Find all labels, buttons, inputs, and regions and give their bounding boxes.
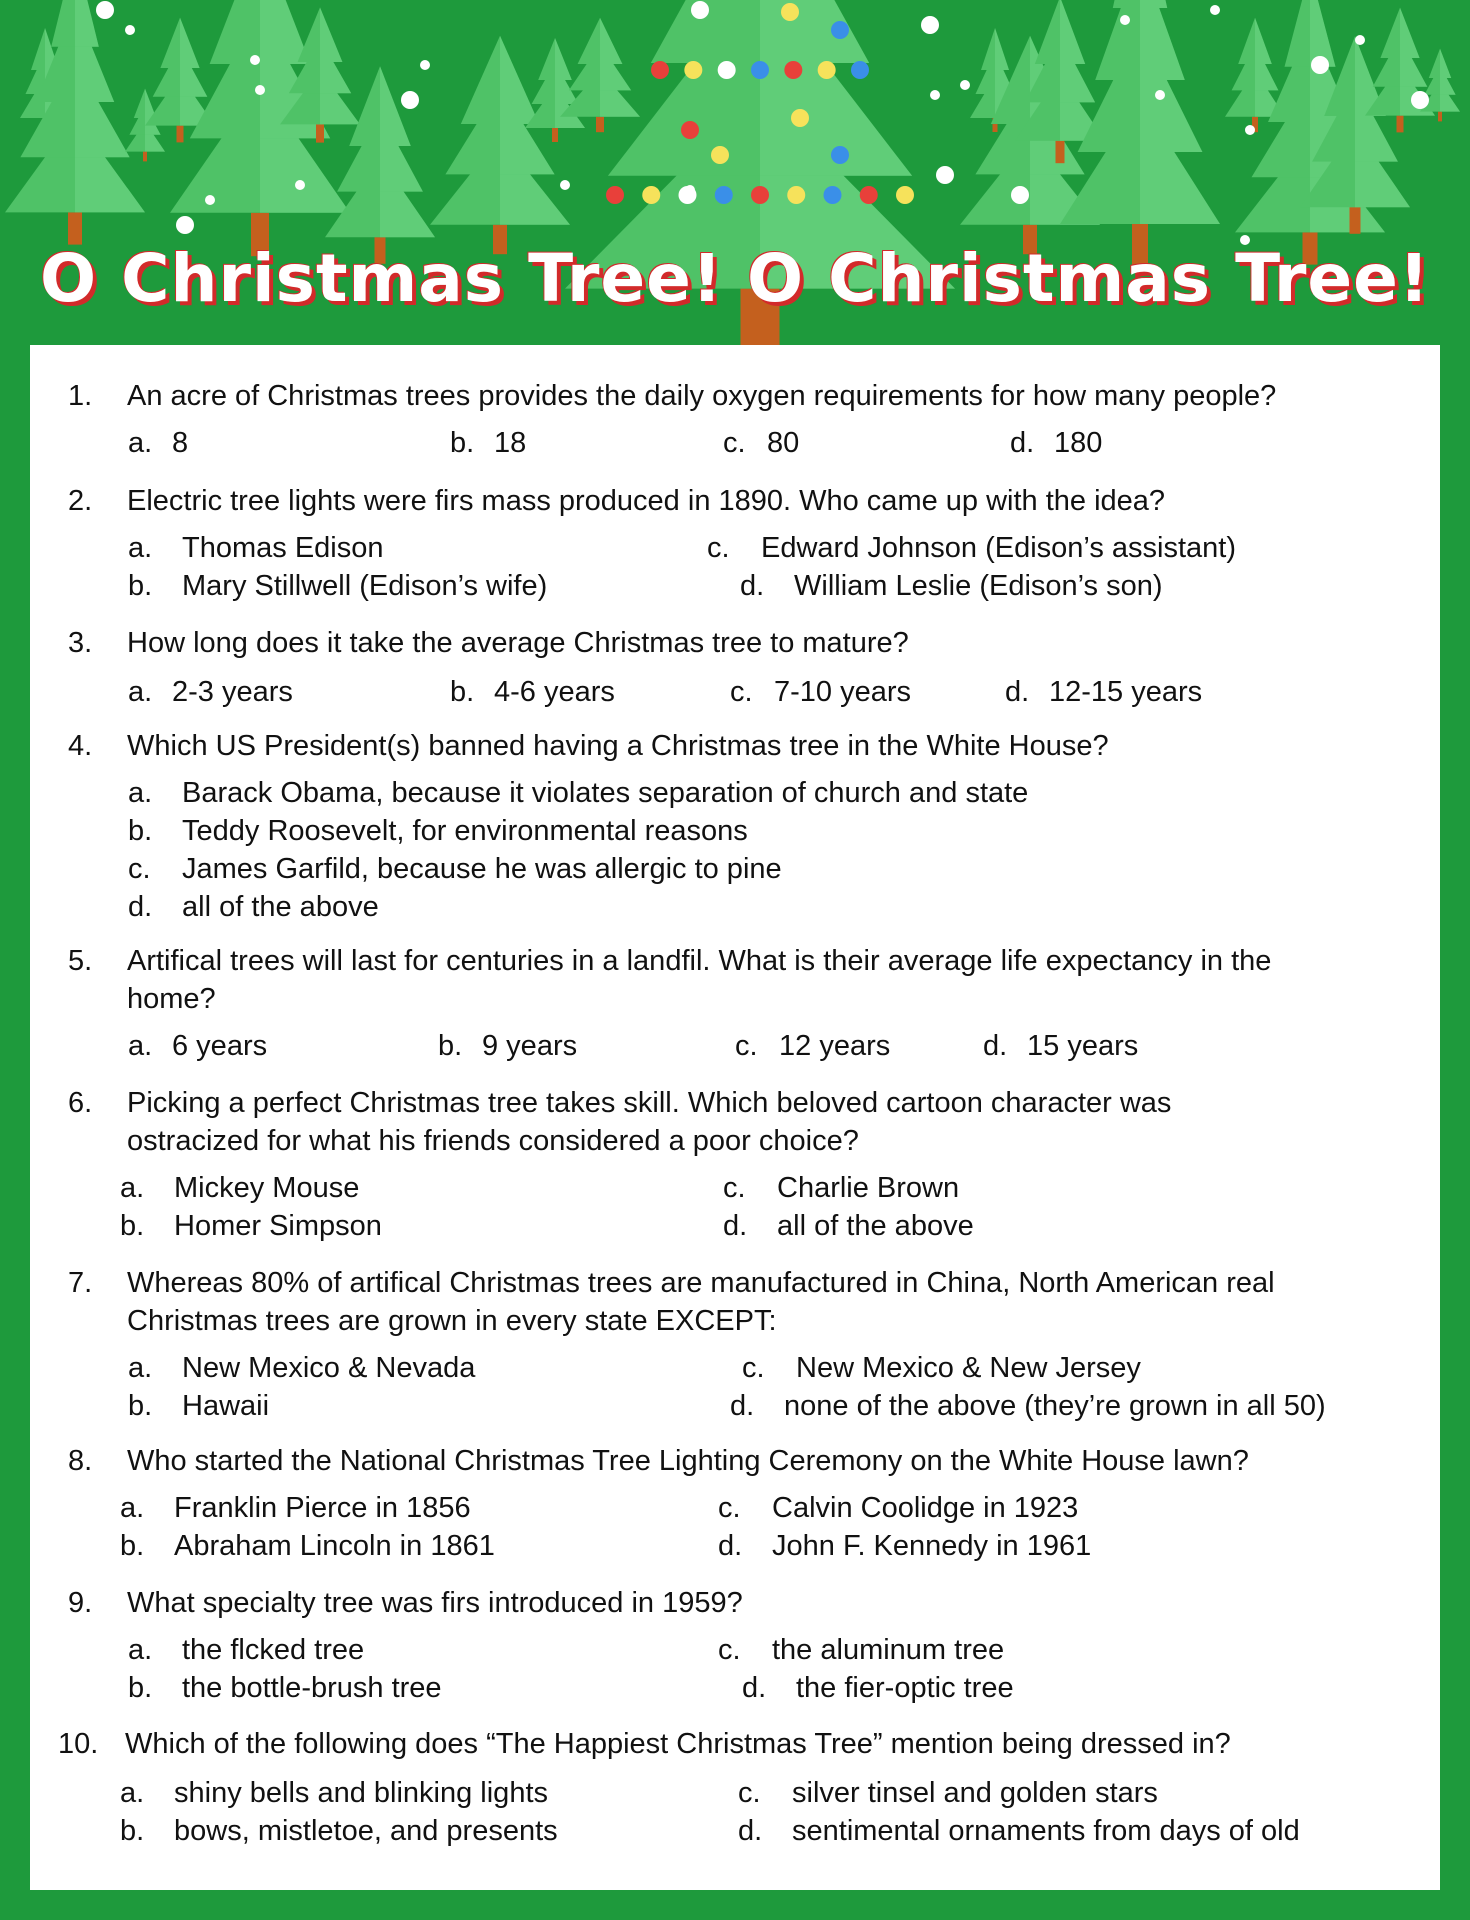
- answer-option-a[interactable]: [128, 777, 1028, 810]
- light-bulb-icon: [651, 61, 669, 79]
- option-text: 7-10 years: [774, 676, 912, 708]
- question-text: Christmas trees are grown in every state EXCEPT:: [127, 1305, 777, 1337]
- snowflake-icon: [125, 25, 135, 35]
- question-7: [30, 1267, 1440, 1422]
- question-text: An acre of Christmas trees provides the daily oxygen requirements for how many people?: [127, 380, 1277, 412]
- question-line: [30, 945, 1440, 983]
- option-letter: a.: [128, 676, 153, 708]
- quiz-panel: [30, 345, 1440, 1890]
- snowflake-icon: [1155, 90, 1165, 100]
- snowflake-icon: [560, 180, 570, 190]
- question-number: 1.: [68, 380, 93, 412]
- question-line: [30, 983, 1440, 1021]
- light-bulb-icon: [784, 61, 802, 79]
- snowflake-icon: [295, 180, 305, 190]
- light-bulb-icon: [715, 186, 733, 204]
- snowflake-icon: [1210, 5, 1220, 15]
- option-letter: b.: [120, 1210, 145, 1242]
- snowflake-icon: [205, 195, 215, 205]
- option-text: 8: [172, 427, 189, 459]
- option-text: William Leslie (Edison’s son): [794, 570, 1163, 602]
- question-8: [30, 1445, 1440, 1562]
- option-text: 9 years: [482, 1030, 578, 1062]
- option-text: Edward Johnson (Edison’s assistant): [761, 532, 1236, 564]
- option-text: New Mexico & Nevada: [182, 1352, 476, 1384]
- light-bulb-icon: [787, 186, 805, 204]
- question-3: [30, 627, 1440, 708]
- option-letter: c.: [738, 1777, 761, 1809]
- option-letter: a.: [128, 777, 153, 809]
- option-text: John F. Kennedy in 1961: [772, 1530, 1092, 1562]
- question-10: [30, 1728, 1440, 1847]
- question-line: [30, 730, 1440, 768]
- option-text: 80: [767, 427, 800, 459]
- option-text: all of the above: [777, 1210, 974, 1242]
- question-line: [30, 485, 1440, 523]
- option-letter: a.: [128, 1352, 153, 1384]
- option-text: the flcked tree: [182, 1634, 365, 1666]
- question-line: [30, 1125, 1440, 1163]
- option-letter: b.: [120, 1530, 145, 1562]
- answer-option-c[interactable]: [723, 427, 799, 460]
- question-number: 6.: [68, 1087, 93, 1119]
- answer-option-b[interactable]: [128, 1390, 269, 1423]
- ornament-icon: [681, 121, 699, 139]
- light-bulb-icon: [606, 186, 624, 204]
- option-text: shiny bells and blinking lights: [174, 1777, 548, 1809]
- option-text: none of the above (they’re grown in all 50): [784, 1390, 1326, 1422]
- snowflake-icon: [1355, 35, 1365, 45]
- question-number: 8.: [68, 1445, 93, 1477]
- question-text: Which US President(s) banned having a Christmas tree in the White House?: [127, 730, 1109, 762]
- answer-option-a[interactable]: [128, 676, 293, 709]
- snowflake-icon: [96, 1, 114, 19]
- answer-option-b[interactable]: [450, 427, 526, 460]
- snowflake-icon: [420, 60, 430, 70]
- option-letter: a.: [128, 427, 153, 459]
- answer-option-b[interactable]: [128, 815, 748, 848]
- option-text: 2-3 years: [172, 676, 293, 708]
- snowflake-icon: [936, 166, 954, 184]
- question-9: [30, 1587, 1440, 1704]
- option-letter: b.: [128, 815, 153, 847]
- option-text: Abraham Lincoln in 1861: [174, 1530, 495, 1562]
- light-bulb-icon: [642, 186, 660, 204]
- option-letter: c.: [735, 1030, 758, 1062]
- question-line: [30, 627, 1440, 665]
- answer-option-b[interactable]: [120, 1210, 382, 1243]
- question-text: home?: [127, 983, 216, 1015]
- option-text: the fier-optic tree: [796, 1672, 1014, 1704]
- answer-option-d[interactable]: [983, 1030, 1138, 1063]
- answer-option-b[interactable]: [120, 1530, 495, 1563]
- ornament-icon: [831, 146, 849, 164]
- question-6: [30, 1087, 1440, 1242]
- light-bulb-icon: [718, 61, 736, 79]
- option-text: Calvin Coolidge in 1923: [772, 1492, 1079, 1524]
- light-bulb-icon: [824, 186, 842, 204]
- question-number: 10.: [58, 1728, 99, 1760]
- option-letter: b.: [450, 427, 475, 459]
- option-letter: b.: [450, 676, 475, 708]
- option-text: 4-6 years: [494, 676, 615, 708]
- option-text: New Mexico & New Jersey: [796, 1352, 1141, 1384]
- answer-option-a[interactable]: [120, 1172, 359, 1205]
- question-text: Whereas 80% of artifical Christmas trees are manufactured in China, North American real: [127, 1267, 1275, 1299]
- answer-option-d[interactable]: [723, 1210, 974, 1243]
- option-letter: d.: [730, 1390, 755, 1422]
- pine-tree-icon: [1365, 8, 1435, 133]
- light-bulb-icon: [684, 61, 702, 79]
- option-letter: a.: [128, 532, 153, 564]
- option-letter: d.: [742, 1672, 767, 1704]
- snowflake-icon: [1011, 186, 1029, 204]
- option-letter: d.: [723, 1210, 748, 1242]
- answer-option-d[interactable]: [718, 1530, 1091, 1563]
- answer-option-d[interactable]: [1010, 427, 1102, 460]
- answer-option-b[interactable]: [120, 1815, 558, 1848]
- answer-option-c[interactable]: [718, 1634, 1004, 1667]
- question-2: [30, 485, 1440, 602]
- answer-option-a[interactable]: [128, 532, 384, 565]
- option-text: Mickey Mouse: [174, 1172, 360, 1204]
- answer-option-b[interactable]: [450, 676, 615, 709]
- question-text: Electric tree lights were firs mass produced in 1890. Who came up with the idea?: [127, 485, 1166, 517]
- option-text: Thomas Edison: [182, 532, 384, 564]
- option-text: Franklin Pierce in 1856: [174, 1492, 471, 1524]
- question-line: [30, 1445, 1440, 1483]
- answer-option-a[interactable]: [128, 1352, 475, 1385]
- question-line: [30, 1587, 1440, 1625]
- option-text: Teddy Roosevelt, for environmental reasons: [182, 815, 748, 847]
- snowflake-icon: [921, 16, 939, 34]
- option-letter: d.: [718, 1530, 743, 1562]
- ornament-icon: [781, 3, 799, 21]
- page-title: O Christmas Tree! O Christmas Tree!: [39, 240, 1431, 317]
- answer-option-c[interactable]: [735, 1030, 890, 1063]
- option-letter: c.: [723, 427, 746, 459]
- option-text: Barack Obama, because it violates separation of church and state: [182, 777, 1029, 809]
- option-text: 180: [1054, 427, 1103, 459]
- option-letter: d.: [738, 1815, 763, 1847]
- option-letter: c.: [718, 1634, 741, 1666]
- option-letter: c.: [718, 1492, 741, 1524]
- question-number: 2.: [68, 485, 93, 517]
- option-letter: d.: [740, 570, 765, 602]
- question-number: 9.: [68, 1587, 93, 1619]
- option-letter: a.: [120, 1492, 145, 1524]
- question-text: Who started the National Christmas Tree Lighting Ceremony on the White House lawn?: [127, 1445, 1249, 1477]
- option-letter: d.: [983, 1030, 1008, 1062]
- question-number: 7.: [68, 1267, 93, 1299]
- light-bulb-icon: [896, 186, 914, 204]
- option-text: 12-15 years: [1049, 676, 1203, 708]
- option-letter: c.: [730, 676, 753, 708]
- option-text: Mary Stillwell (Edison’s wife): [182, 570, 548, 602]
- snowflake-icon: [1311, 56, 1329, 74]
- option-letter: b.: [438, 1030, 463, 1062]
- answer-option-d[interactable]: [1005, 676, 1202, 709]
- answer-option-d[interactable]: [740, 570, 1163, 603]
- snowflake-icon: [250, 55, 260, 65]
- answer-option-d[interactable]: [128, 891, 379, 924]
- light-bulb-icon: [851, 61, 869, 79]
- question-number: 4.: [68, 730, 93, 762]
- question-text: Which of the following does “The Happiest Christmas Tree” mention being dressed in?: [125, 1728, 1231, 1760]
- option-letter: a.: [128, 1634, 153, 1666]
- option-text: 6 years: [172, 1030, 268, 1062]
- option-text: 15 years: [1027, 1030, 1139, 1062]
- option-letter: b.: [128, 1390, 153, 1422]
- light-bulb-icon: [751, 186, 769, 204]
- ornament-icon: [831, 21, 849, 39]
- option-letter: c.: [723, 1172, 746, 1204]
- snowflake-icon: [930, 90, 940, 100]
- question-line: [30, 1267, 1440, 1305]
- answer-option-a[interactable]: [128, 1634, 364, 1667]
- option-letter: c.: [128, 853, 151, 885]
- option-text: 18: [494, 427, 527, 459]
- option-letter: b.: [128, 1672, 153, 1704]
- light-bulb-icon: [751, 61, 769, 79]
- header-banner: [0, 0, 1470, 345]
- question-text: What specialty tree was firs introduced in 1959?: [127, 1587, 743, 1619]
- snowflake-icon: [255, 85, 265, 95]
- option-text: Hawaii: [182, 1390, 270, 1422]
- answer-option-c[interactable]: [730, 676, 911, 709]
- answer-option-d[interactable]: [738, 1815, 1300, 1848]
- pine-tree-icon: [5, 0, 145, 245]
- option-text: sentimental ornaments from days of old: [792, 1815, 1300, 1847]
- option-text: 12 years: [779, 1030, 891, 1062]
- question-text: How long does it take the average Christmas tree to mature?: [127, 627, 909, 659]
- option-letter: c.: [707, 532, 730, 564]
- snowflake-icon: [685, 185, 695, 195]
- option-text: bows, mistletoe, and presents: [174, 1815, 558, 1847]
- question-text: Artifical trees will last for centuries in a landfil. What is their average life expectancy in the: [127, 945, 1272, 977]
- answer-option-c[interactable]: [128, 853, 782, 886]
- question-line: [30, 1305, 1440, 1343]
- snowflake-icon: [401, 91, 419, 109]
- question-line: [30, 1728, 1440, 1766]
- answer-option-a[interactable]: [128, 1030, 267, 1063]
- answer-option-c[interactable]: [742, 1352, 1141, 1385]
- answer-option-d[interactable]: [742, 1672, 1014, 1705]
- question-number: 3.: [68, 627, 93, 659]
- snowflake-icon: [1245, 125, 1255, 135]
- answer-option-b[interactable]: [128, 570, 547, 603]
- option-text: James Garfild, because he was allergic to pine: [182, 853, 782, 885]
- answer-option-c[interactable]: [718, 1492, 1078, 1525]
- answer-option-b[interactable]: [438, 1030, 577, 1063]
- question-text: ostracized for what his friends considered a poor choice?: [127, 1125, 859, 1157]
- answer-option-b[interactable]: [128, 1672, 442, 1705]
- answer-option-d[interactable]: [730, 1390, 1326, 1423]
- question-number: 5.: [68, 945, 93, 977]
- question-5: [30, 945, 1440, 1062]
- question-line: [30, 380, 1440, 418]
- question-line: [30, 1087, 1440, 1125]
- option-letter: a.: [120, 1172, 145, 1204]
- option-text: the bottle-brush tree: [182, 1672, 442, 1704]
- question-4: [30, 730, 1440, 923]
- answer-option-c[interactable]: [738, 1777, 1158, 1810]
- option-text: Charlie Brown: [777, 1172, 960, 1204]
- answer-option-a[interactable]: [120, 1492, 471, 1525]
- light-bulb-icon: [860, 186, 878, 204]
- answer-option-c[interactable]: [723, 1172, 959, 1205]
- option-letter: d.: [1005, 676, 1030, 708]
- option-text: Homer Simpson: [174, 1210, 382, 1242]
- answer-option-a[interactable]: [128, 427, 188, 460]
- ornament-icon: [691, 1, 709, 19]
- ornament-icon: [711, 146, 729, 164]
- option-letter: d.: [1010, 427, 1035, 459]
- option-text: the aluminum tree: [772, 1634, 1005, 1666]
- option-letter: a.: [120, 1777, 145, 1809]
- question-text: Picking a perfect Christmas tree takes skill. Which beloved cartoon character was: [127, 1087, 1172, 1119]
- option-letter: a.: [128, 1030, 153, 1062]
- option-letter: b.: [128, 570, 153, 602]
- snowflake-icon: [960, 80, 970, 90]
- option-text: all of the above: [182, 891, 379, 923]
- question-1: [30, 380, 1440, 459]
- pine-tree-icon: [325, 66, 435, 264]
- snowflake-icon: [176, 216, 194, 234]
- snowflake-icon: [1120, 15, 1130, 25]
- light-bulb-icon: [818, 61, 836, 79]
- answer-option-a[interactable]: [120, 1777, 548, 1810]
- option-letter: d.: [128, 891, 153, 923]
- ornament-icon: [791, 109, 809, 127]
- option-letter: b.: [120, 1815, 145, 1847]
- snowflake-icon: [1411, 91, 1429, 109]
- option-letter: c.: [742, 1352, 765, 1384]
- answer-option-c[interactable]: [707, 532, 1236, 565]
- option-text: silver tinsel and golden stars: [792, 1777, 1158, 1809]
- pine-tree-icon: [560, 18, 640, 132]
